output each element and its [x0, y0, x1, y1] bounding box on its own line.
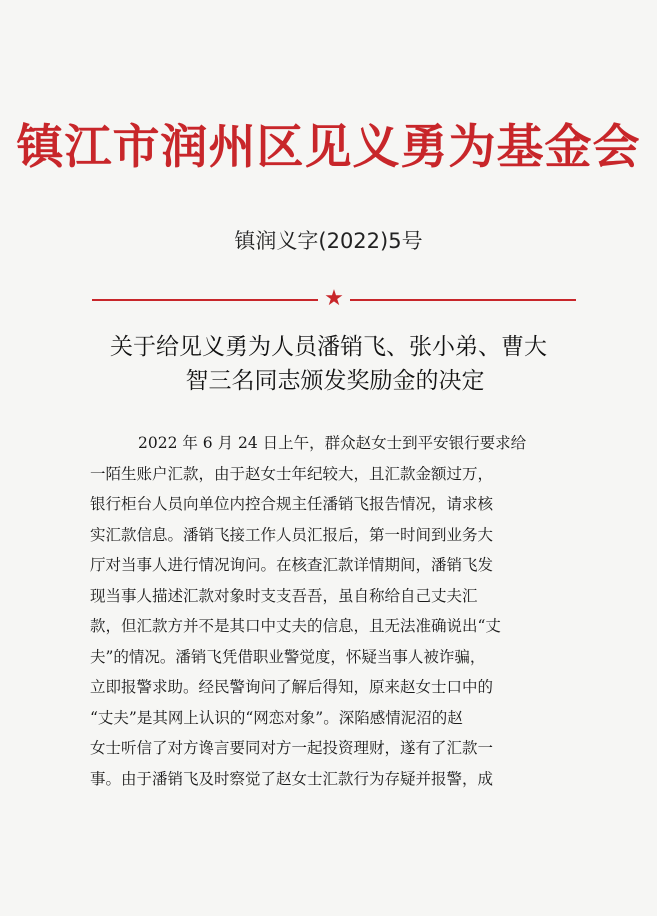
body-line: 立即报警求助。经民警询问了解后得知，原来赵女士口中的 [90, 678, 494, 696]
body-line: 事。由于潘销飞及时察觉了赵女士汇款行为存疑并报警，成 [90, 769, 494, 788]
organization-title: 镇江市润州区见义勇为基金会 [16, 120, 641, 175]
body-line: 银行柜台人员向单位内控合规主任潘销飞报告情况，请求核 [90, 495, 494, 513]
heading-line-2: 智三名同志颁发奖励金的决定 [185, 368, 485, 394]
star-icon: ★ [324, 286, 344, 311]
body-line: 厅对当事人进行情况询问。在核查汇款详情期间，潘销飞发 [90, 556, 494, 574]
body-line: 款，但汇款方并不是其口中丈夫的信息，且无法准确说出“丈 [90, 617, 501, 635]
divider-line-right [350, 299, 576, 301]
divider-line-left [92, 299, 318, 301]
body-line: 现当事人描述汇款对象时支支吾吾，虽自称给自己丈夫汇 [90, 586, 478, 605]
body-line: 2022 年 6 月 24 日上午，群众赵女士到平安银行要求给 [138, 434, 527, 452]
heading-line-1: 关于给见义勇为人员潘销飞、张小弟、曹大 [110, 334, 547, 360]
body-line: “丈夫”是其网上认识的“网恋对象”。深陷感情泥沼的赵 [90, 708, 463, 727]
body-line: 实汇款信息。潘销飞接工作人员汇报后，第一时间到业务大 [90, 525, 494, 544]
body-line: 女士听信了对方谗言要同对方一起投资理财，遂有了汇款一 [90, 739, 494, 757]
body-line: 夫”的情况。潘销飞凭借职业警觉度，怀疑当事人被诈骗， [90, 647, 486, 666]
body-line: 一陌生账户汇款，由于赵女士年纪较大，且汇款金额过万， [90, 464, 494, 483]
red-divider [92, 288, 576, 312]
document-heading [110, 330, 560, 398]
document-number: 镇润义字(2022)5号 [234, 229, 423, 253]
document-body [90, 428, 578, 794]
